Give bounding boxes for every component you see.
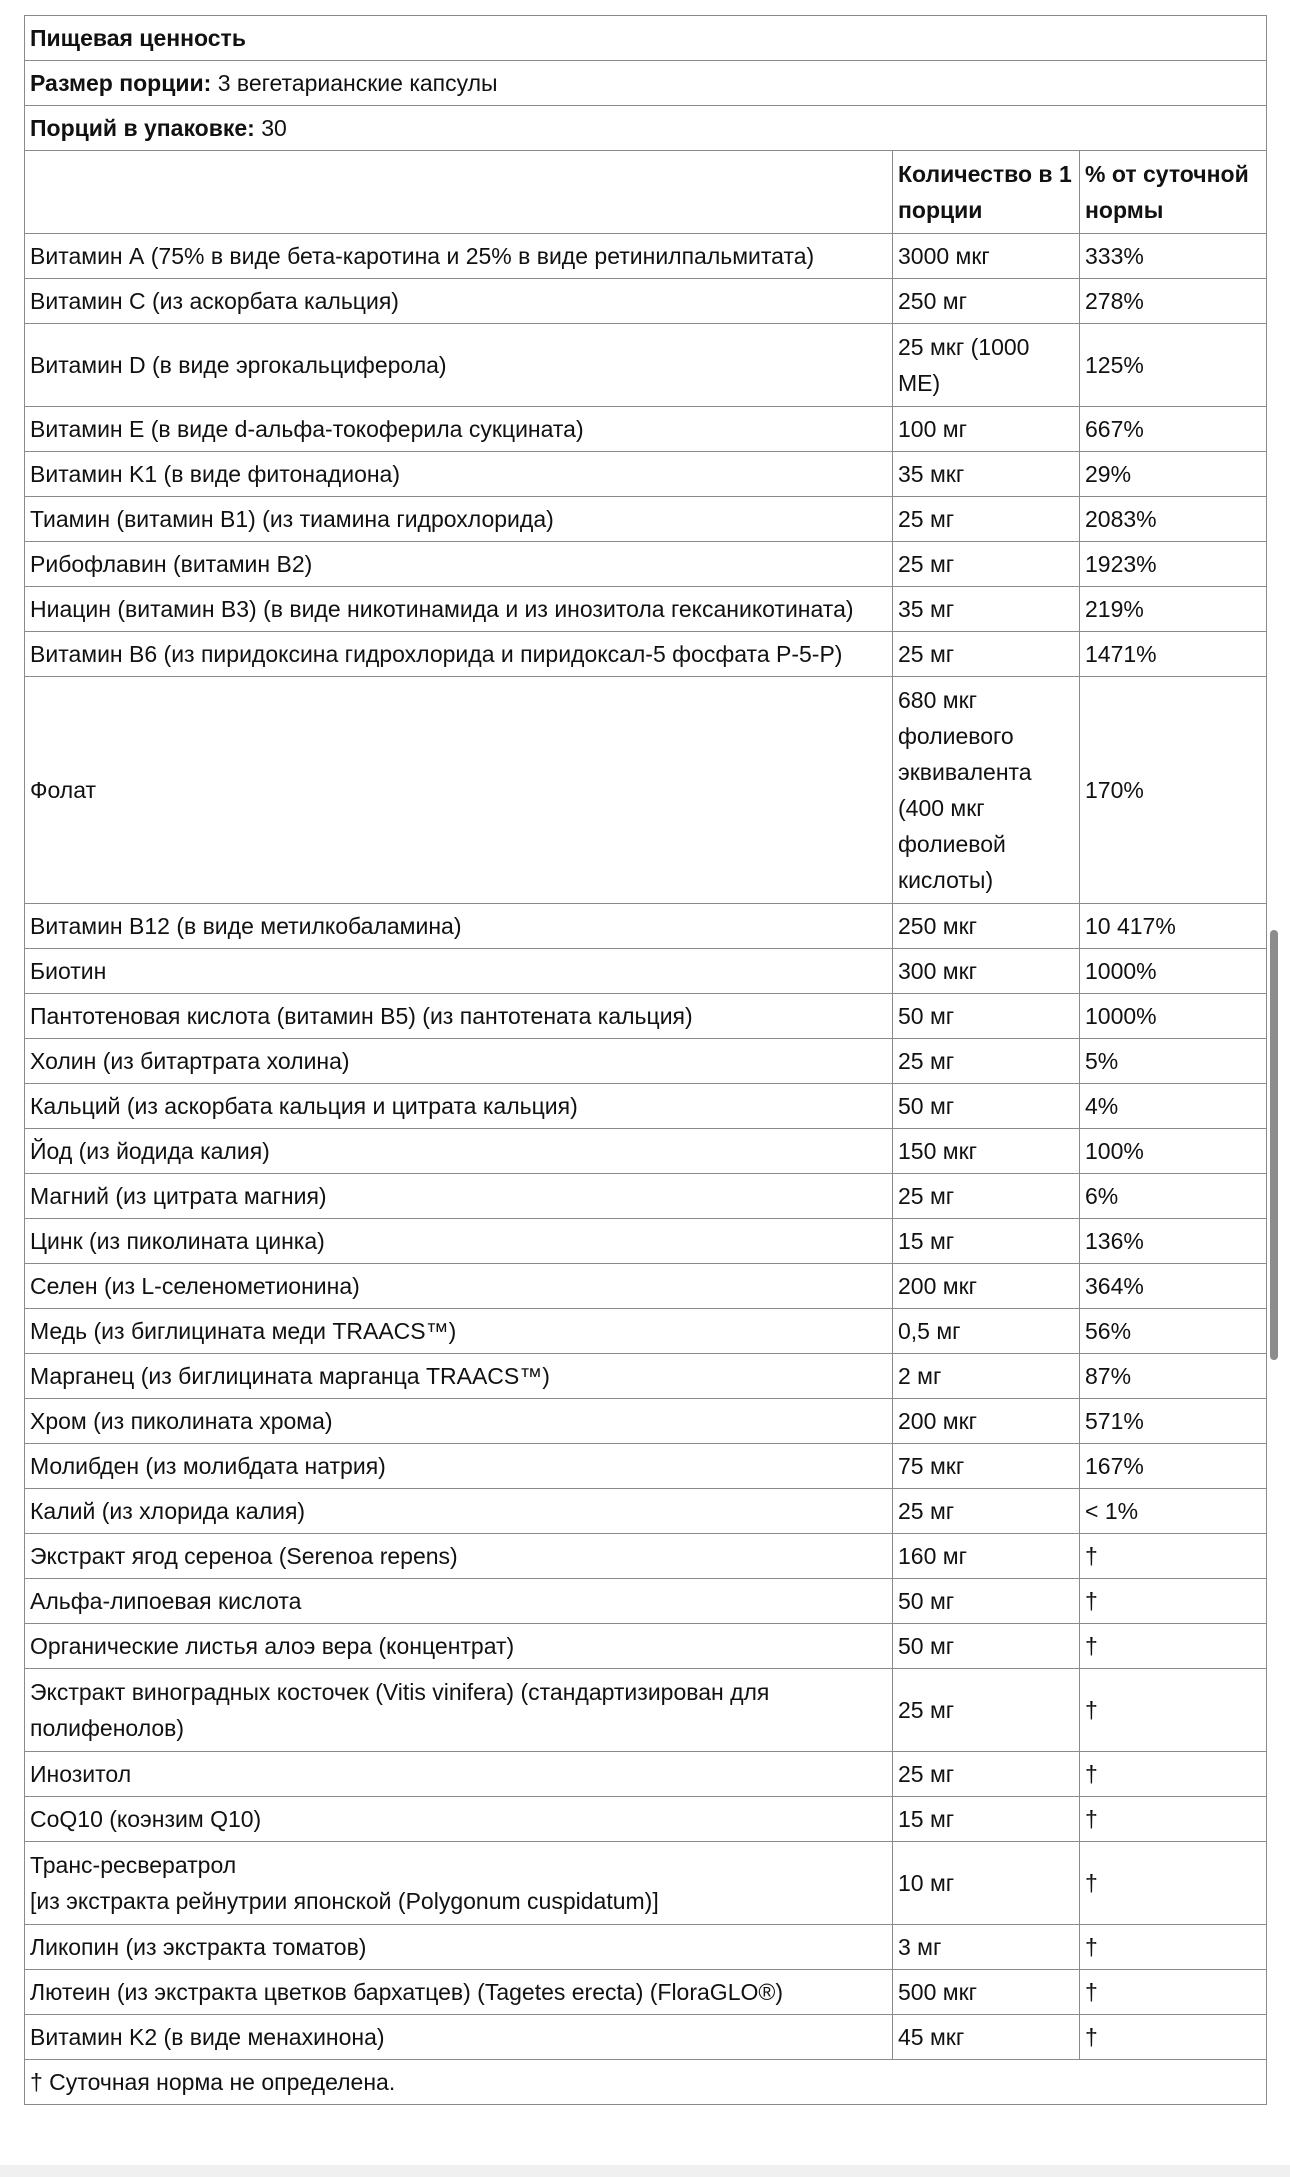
- nutrient-amount: 10 мг: [893, 1842, 1080, 1925]
- nutrient-daily-value: 571%: [1080, 1399, 1267, 1444]
- nutrient-daily-value: †: [1080, 1669, 1267, 1752]
- nutrient-amount: 25 мг: [893, 1669, 1080, 1752]
- table-row: [25, 2015, 1267, 2060]
- nutrient-name: Холин (из битартрата холина): [25, 1039, 893, 1084]
- table-row: [25, 1174, 1267, 1219]
- nutrient-daily-value: 87%: [1080, 1354, 1267, 1399]
- servings-value: 30: [261, 115, 287, 141]
- nutrient-name: Экстракт ягод сереноа (Serenoa repens): [25, 1534, 893, 1579]
- table-title: Пищевая ценность: [25, 16, 1267, 61]
- nutrient-name: Медь (из биглицината меди TRAACS™): [25, 1309, 893, 1354]
- nutrient-daily-value: 167%: [1080, 1444, 1267, 1489]
- nutrient-name: Витамин А (75% в виде бета-каротина и 25% в виде ретинилпальмитата): [25, 234, 893, 279]
- table-row: [25, 1264, 1267, 1309]
- table-row: [25, 1219, 1267, 1264]
- table-row: [25, 1624, 1267, 1669]
- nutrient-amount: 200 мкг: [893, 1399, 1080, 1444]
- nutrient-amount: 25 мг: [893, 1752, 1080, 1797]
- nutrient-amount: 0,5 мг: [893, 1309, 1080, 1354]
- table-row: [25, 1084, 1267, 1129]
- nutrient-amount: 25 мг: [893, 1039, 1080, 1084]
- table-row: [25, 1489, 1267, 1534]
- nutrient-amount: 25 мг: [893, 632, 1080, 677]
- nutrient-amount: 25 мг: [893, 497, 1080, 542]
- nutrient-name: Кальций (из аскорбата кальция и цитрата кальция): [25, 1084, 893, 1129]
- column-header-daily-value: % от суточной нормы: [1080, 151, 1267, 234]
- nutrient-name: Витамин K2 (в виде менахинона): [25, 2015, 893, 2060]
- serving-size: [25, 61, 1267, 106]
- nutrient-name: Экстракт виноградных косточек (Vitis vinifera) (стандартизирован для полифенолов): [25, 1669, 893, 1752]
- table-row: [25, 677, 1267, 904]
- nutrient-amount: 50 мг: [893, 994, 1080, 1039]
- table-row: [25, 1309, 1267, 1354]
- nutrient-amount: 25 мг: [893, 1489, 1080, 1534]
- nutrient-amount: 25 мг: [893, 1174, 1080, 1219]
- table-row: [25, 949, 1267, 994]
- table-row: [25, 1579, 1267, 1624]
- vertical-scrollbar[interactable]: [1270, 930, 1280, 1360]
- nutrient-amount: 100 мг: [893, 407, 1080, 452]
- nutrient-daily-value: 5%: [1080, 1039, 1267, 1084]
- nutrient-daily-value: 1471%: [1080, 632, 1267, 677]
- table-row: [25, 994, 1267, 1039]
- nutrient-daily-value: 364%: [1080, 1264, 1267, 1309]
- nutrient-amount: 50 мг: [893, 1624, 1080, 1669]
- nutrient-name: Фолат: [25, 677, 893, 904]
- nutrient-daily-value: 136%: [1080, 1219, 1267, 1264]
- servings-label: Порций в упаковке:: [30, 115, 255, 141]
- nutrient-amount: 160 мг: [893, 1534, 1080, 1579]
- nutrient-name: Ниацин (витамин B3) (в виде никотинамида и из инозитола гексаникотината): [25, 587, 893, 632]
- nutrient-amount: 200 мкг: [893, 1264, 1080, 1309]
- nutrient-daily-value: 56%: [1080, 1309, 1267, 1354]
- column-header-amount: Количество в 1 порции: [893, 151, 1080, 234]
- nutrient-name: Магний (из цитрата магния): [25, 1174, 893, 1219]
- nutrient-daily-value: < 1%: [1080, 1489, 1267, 1534]
- nutrient-amount: 3 мг: [893, 1925, 1080, 1970]
- table-row: [25, 904, 1267, 949]
- nutrient-name: Ликопин (из экстракта томатов): [25, 1925, 893, 1970]
- table-row: [25, 279, 1267, 324]
- nutrient-amount: 2 мг: [893, 1354, 1080, 1399]
- column-header-blank: [25, 151, 893, 234]
- footnote: † Суточная норма не определена.: [25, 2060, 1267, 2105]
- nutrient-amount: 250 мкг: [893, 904, 1080, 949]
- nutrient-amount: 15 мг: [893, 1219, 1080, 1264]
- nutrition-table-container: [24, 15, 1266, 2105]
- bottom-bar: [0, 2165, 1290, 2177]
- nutrient-name: Витамин B12 (в виде метилкобаламина): [25, 904, 893, 949]
- nutrient-daily-value: 1000%: [1080, 994, 1267, 1039]
- nutrient-name: Йод (из йодида калия): [25, 1129, 893, 1174]
- nutrient-daily-value: 278%: [1080, 279, 1267, 324]
- nutrient-name: Молибден (из молибдата натрия): [25, 1444, 893, 1489]
- serving-size-label: Размер порции:: [30, 70, 212, 96]
- nutrition-table: [24, 15, 1267, 2105]
- nutrient-name: Витамин C (из аскорбата кальция): [25, 279, 893, 324]
- nutrient-name: Хром (из пиколината хрома): [25, 1399, 893, 1444]
- table-row: [25, 1354, 1267, 1399]
- servings-per-container: [25, 106, 1267, 151]
- nutrient-name: Витамин D (в виде эргокальциферола): [25, 324, 893, 407]
- table-row: [25, 407, 1267, 452]
- nutrient-amount: 500 мкг: [893, 1970, 1080, 2015]
- nutrient-name: Калий (из хлорида калия): [25, 1489, 893, 1534]
- table-row: [25, 497, 1267, 542]
- nutrient-name: Витамин E (в виде d-альфа-токоферила сукцината): [25, 407, 893, 452]
- nutrient-daily-value: †: [1080, 1579, 1267, 1624]
- nutrient-amount: 25 мкг (1000 МЕ): [893, 324, 1080, 407]
- nutrient-amount: 35 мг: [893, 587, 1080, 632]
- nutrient-daily-value: 1000%: [1080, 949, 1267, 994]
- nutrient-amount: 680 мкг фолиевого эквивалента (400 мкг фолиевой кислоты): [893, 677, 1080, 904]
- table-row: [25, 1399, 1267, 1444]
- nutrient-amount: 45 мкг: [893, 2015, 1080, 2060]
- table-row: [25, 324, 1267, 407]
- table-row: [25, 1444, 1267, 1489]
- nutrient-daily-value: 1923%: [1080, 542, 1267, 587]
- nutrient-daily-value: †: [1080, 1534, 1267, 1579]
- nutrient-name: Цинк (из пиколината цинка): [25, 1219, 893, 1264]
- nutrient-amount: 25 мг: [893, 542, 1080, 587]
- nutrient-name: Инозитол: [25, 1752, 893, 1797]
- nutrient-daily-value: 4%: [1080, 1084, 1267, 1129]
- nutrient-daily-value: †: [1080, 2015, 1267, 2060]
- nutrient-daily-value: †: [1080, 1970, 1267, 2015]
- nutrient-amount: 15 мг: [893, 1797, 1080, 1842]
- nutrient-amount: 35 мкг: [893, 452, 1080, 497]
- nutrient-daily-value: 667%: [1080, 407, 1267, 452]
- nutrient-amount: 3000 мкг: [893, 234, 1080, 279]
- serving-size-value: 3 вегетарианские капсулы: [217, 70, 498, 96]
- nutrient-name: Витамин K1 (в виде фитонадиона): [25, 452, 893, 497]
- nutrient-name: Биотин: [25, 949, 893, 994]
- table-row: [25, 1797, 1267, 1842]
- nutrient-amount: 50 мг: [893, 1084, 1080, 1129]
- nutrient-name: Лютеин (из экстракта цветков бархатцев) (Tagetes erecta) (FloraGLO®): [25, 1970, 893, 2015]
- table-row: [25, 1842, 1267, 1925]
- scrollbar-thumb[interactable]: [1270, 930, 1278, 1360]
- nutrient-amount: 300 мкг: [893, 949, 1080, 994]
- nutrient-name: Транс-ресвератрол [из экстракта рейнутрии японской (Polygonum cuspidatum)]: [25, 1842, 893, 1925]
- table-row: [25, 1669, 1267, 1752]
- nutrient-daily-value: 170%: [1080, 677, 1267, 904]
- table-row: [25, 632, 1267, 677]
- nutrient-daily-value: †: [1080, 1624, 1267, 1669]
- nutrient-daily-value: 125%: [1080, 324, 1267, 407]
- nutrient-daily-value: †: [1080, 1842, 1267, 1925]
- nutrient-name: CoQ10 (коэнзим Q10): [25, 1797, 893, 1842]
- nutrient-amount: 75 мкг: [893, 1444, 1080, 1489]
- nutrient-daily-value: †: [1080, 1925, 1267, 1970]
- nutrient-daily-value: 333%: [1080, 234, 1267, 279]
- table-row: [25, 1752, 1267, 1797]
- nutrient-name: Альфа-липоевая кислота: [25, 1579, 893, 1624]
- table-row: [25, 1129, 1267, 1174]
- nutrient-daily-value: †: [1080, 1797, 1267, 1842]
- table-row: [25, 1039, 1267, 1084]
- table-row: [25, 542, 1267, 587]
- table-row: [25, 452, 1267, 497]
- nutrient-amount: 150 мкг: [893, 1129, 1080, 1174]
- nutrient-daily-value: 100%: [1080, 1129, 1267, 1174]
- nutrient-name: Рибофлавин (витамин B2): [25, 542, 893, 587]
- nutrient-name: Пантотеновая кислота (витамин B5) (из пантотената кальция): [25, 994, 893, 1039]
- nutrient-daily-value: 2083%: [1080, 497, 1267, 542]
- nutrient-daily-value: 6%: [1080, 1174, 1267, 1219]
- nutrient-name: Селен (из L-селенометионина): [25, 1264, 893, 1309]
- table-row: [25, 1925, 1267, 1970]
- nutrient-amount: 250 мг: [893, 279, 1080, 324]
- nutrient-name: Органические листья алоэ вера (концентрат): [25, 1624, 893, 1669]
- nutrient-name: Марганец (из биглицината марганца TRAACS™): [25, 1354, 893, 1399]
- nutrient-daily-value: †: [1080, 1752, 1267, 1797]
- nutrient-daily-value: 10 417%: [1080, 904, 1267, 949]
- table-row: [25, 234, 1267, 279]
- nutrient-name: Витамин B6 (из пиридоксина гидрохлорида и пиридоксал-5 фосфата P-5-P): [25, 632, 893, 677]
- nutrient-daily-value: 29%: [1080, 452, 1267, 497]
- table-row: [25, 1970, 1267, 2015]
- table-row: [25, 1534, 1267, 1579]
- nutrient-name: Тиамин (витамин B1) (из тиамина гидрохлорида): [25, 497, 893, 542]
- nutrient-daily-value: 219%: [1080, 587, 1267, 632]
- nutrient-amount: 50 мг: [893, 1579, 1080, 1624]
- table-row: [25, 587, 1267, 632]
